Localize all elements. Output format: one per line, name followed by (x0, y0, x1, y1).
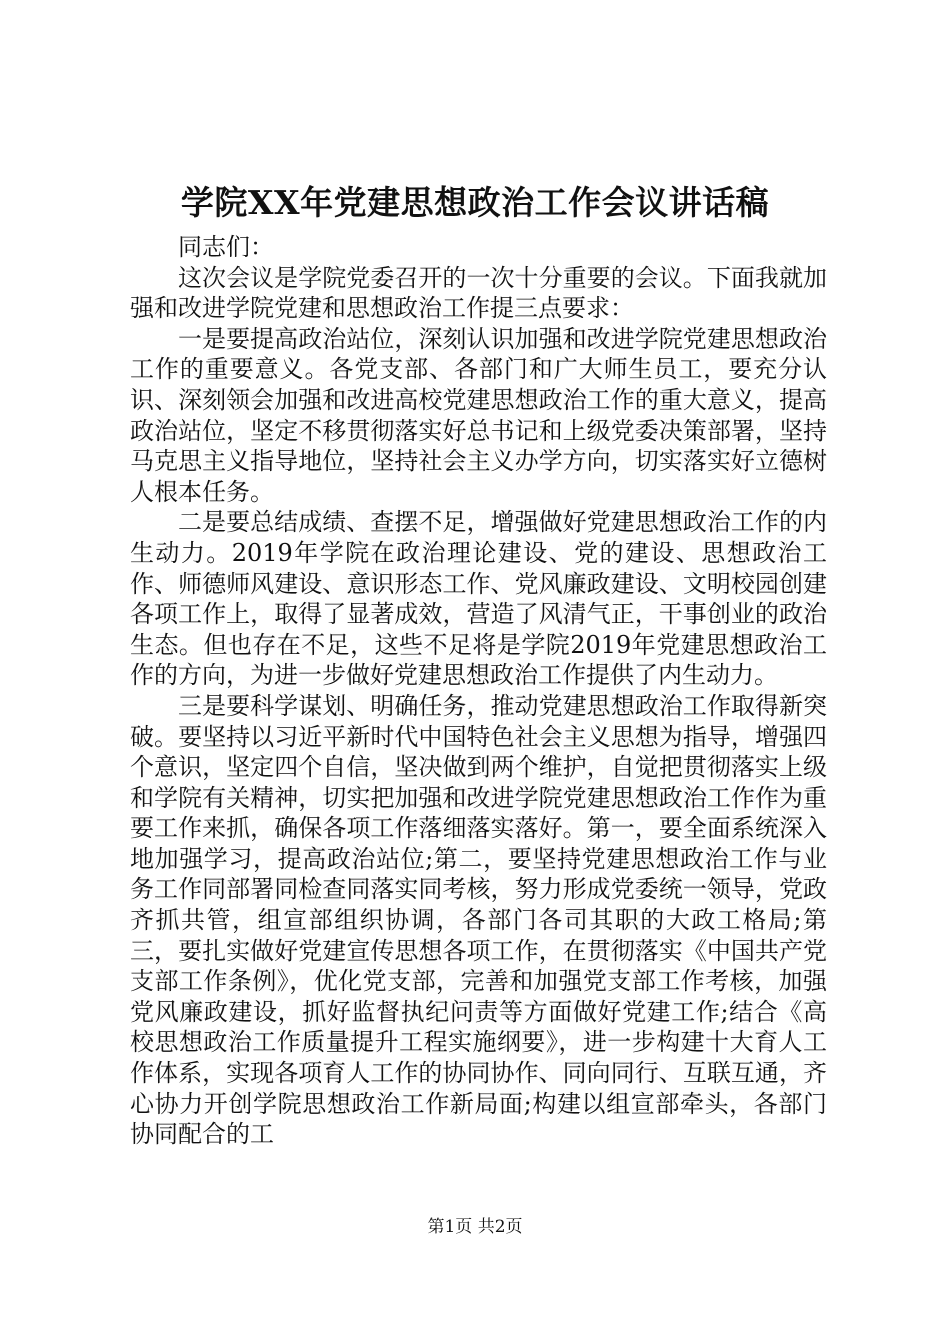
paragraph-point-two: 二是要总结成绩、查摆不足，增强做好党建思想政治工作的内生动力。2019年学院在政治理论建设、党的建设、思想政治工作、师德师风建设、意识形态工作、党风廉政建设、文明校园创建各项工作上，取得了显著成效，营造了风清气正，干事创业的政治生态。但也存在不足，这些不足将是学院2019年党建思想政治工作的方向，为进一步做好党建思想政治工作提供了内生动力。 (130, 508, 827, 690)
page-footer: 第1页 共2页 (427, 1217, 523, 1237)
salutation: 同志们： (178, 233, 274, 261)
document-title: 学院XX年党建思想政治工作会议讲话稿 (180, 183, 770, 222)
document-body (130, 232, 827, 1150)
paragraph-point-three: 三是要科学谋划、明确任务，推动党建思想政治工作取得新突破。要坚持以习近平新时代中国特色社会主义思想为指导，增强四个意识，坚定四个自信，坚决做到两个维护，自觉把贯彻落实上级和学院有关精神，切实把加强和改进学院党建思想政治工作作为重要工作来抓，确保各项工作落细落实落好。第一，要全面系统深入地加强学习，提高政治站位;第二，要坚持党建思想政治工作与业务工作同部署同检查同落实同考核，努力形成党委统一领导，党政齐抓共管，组宣部组织协调，各部门各司其职的大政工格局;第三，要扎实做好党建宣传思想各项工作，在贯彻落实《中国共产党支部工作条例》，优化党支部，完善和加强党支部工作考核，加强党风廉政建设，抓好监督执纪问责等方面做好党建工作;结合《高校思想政治工作质量提升工程实施纲要》，进一步构建十大育人工作体系，实现各项育人工作的协同协作、同向同行、互联互通，齐心协力开创学院思想政治工作新局面;构建以组宣部牵头，各部门协同配合的工 (130, 691, 827, 1149)
paragraph-point-one: 一是要提高政治站位，深刻认识加强和改进学院党建思想政治工作的重要意义。各党支部、各部门和广大师生员工，要充分认识、深刻领会加强和改进高校党建思想政治工作的重大意义，提高政治站位，坚定不移贯彻落实好总书记和上级党委决策部署，坚持马克思主义指导地位，坚持社会主义办学方向，切实落实好立德树人根本任务。 (130, 324, 827, 506)
paragraph-intro: 这次会议是学院党委召开的一次十分重要的会议。下面我就加强和改进学院党建和思想政治工作提三点要求： (130, 263, 827, 323)
